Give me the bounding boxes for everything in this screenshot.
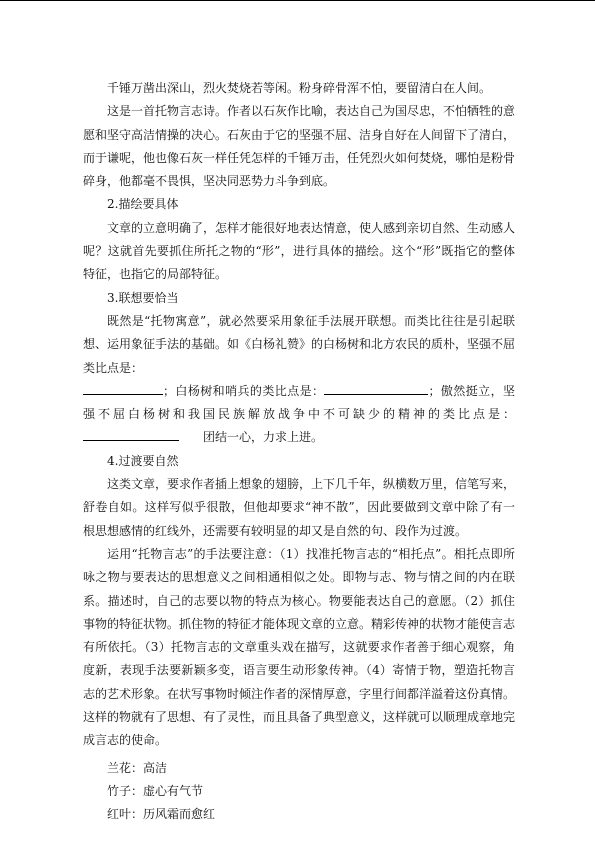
poem-line: 千锤万凿出深山，烈火焚烧若等闲。粉身碎骨浑不怕，要留清白在人间。 bbox=[107, 81, 492, 95]
section-2-heading: 2.描绘要具体 bbox=[107, 197, 179, 212]
fill-blank-3[interactable] bbox=[83, 429, 179, 441]
section-3-text-a: 既然是“托物寓意”，就必然要采用象征手法展开联想。而类比往往是引起联想、运用象征手法的基础。如《白杨礼赞》的白杨树和北方农民的质朴，坚强不屈类比点是： bbox=[83, 313, 516, 375]
example-red-leaf: 红叶：历风霜而愈红 bbox=[107, 807, 216, 822]
poem-analysis: 这是一首托物言志诗。作者以石灰作比喻，表达自己为国尽忠，不怕牺牲的意愿和坚守高洁情操的决心。石灰由于它的坚强不屈、洁身自好在人间留下了清白，而于谦呢，他也像石灰一样任凭怎样的千锤万击，任凭烈火如何焚烧，哪怕是粉骨碎身，他都毫不畏惧，坚决同恶势力斗争到底。 bbox=[83, 104, 516, 189]
section-3-body bbox=[83, 310, 515, 450]
summary-paragraph: 运用“托物言志”的手法要注意：（1）找准托物言志的“相托点”。相托点即所咏之物与要表达的思想意义之间相通相似之处。即物与志、物与情之间的内在联系。描述时，自己的志要以物的特点为核心。物要能表达自己的意愿。（2）抓住事物的特征状物。抓住物的特征才能体现文章的立意。精彩传神的状物才能使言志有所依托。（3）托物言志的文章重头戏在描写，这就要求作者善于细心观察，角度新，表现手法要新颖多变，语言要生动形象传神。（4）寄情于物，塑造托物言志的艺术形象。在状写事物时倾注作者的深情厚意，字里行间都洋溢着这份真情。这样的物就有了思想、有了灵性，而且具备了典型意义，这样就可以顺理成章地完成言志的使命。 bbox=[83, 546, 516, 748]
section-3-heading: 3.联想要恰当 bbox=[107, 290, 179, 305]
header-rule bbox=[0, 0, 595, 1]
fill-blank-2[interactable] bbox=[324, 383, 428, 395]
fill-blank-1[interactable] bbox=[83, 383, 163, 395]
section-2-body: 文章的立意明确了，怎样才能很好地表达情意，使人感到亲切自然、生动感人呢？这就首先要抓住所托之物的“形”，进行具体的描绘。这个“形”既指它的整体特征，也指它的局部特征。 bbox=[83, 220, 516, 282]
section-3-text-d: 团结一心，力求上进。 bbox=[203, 430, 324, 445]
section-4-heading: 4.过渡要自然 bbox=[107, 453, 179, 468]
example-bamboo: 竹子：虚心有气节 bbox=[107, 783, 204, 798]
section-3-text-c: ；傲然挺立，坚强不屈白杨树和我国民族解放战争中不可缺少的精神的类比点是： bbox=[83, 383, 515, 422]
section-3-text-b: ；白杨树和哨兵的类比点是： bbox=[163, 383, 325, 398]
document-body bbox=[83, 77, 515, 827]
example-orchid: 兰花：高洁 bbox=[107, 760, 168, 775]
section-4-body: 这类文章，要求作者插上想象的翅膀，上下几千年，纵横数万里，信笔写来，舒卷自如。这样写似乎很散，但他却要求“神不散”，因此要做到文章中除了有一根思想感情的红线外，还需要有较明显的却又是自然的句、段作为过渡。 bbox=[83, 477, 516, 538]
